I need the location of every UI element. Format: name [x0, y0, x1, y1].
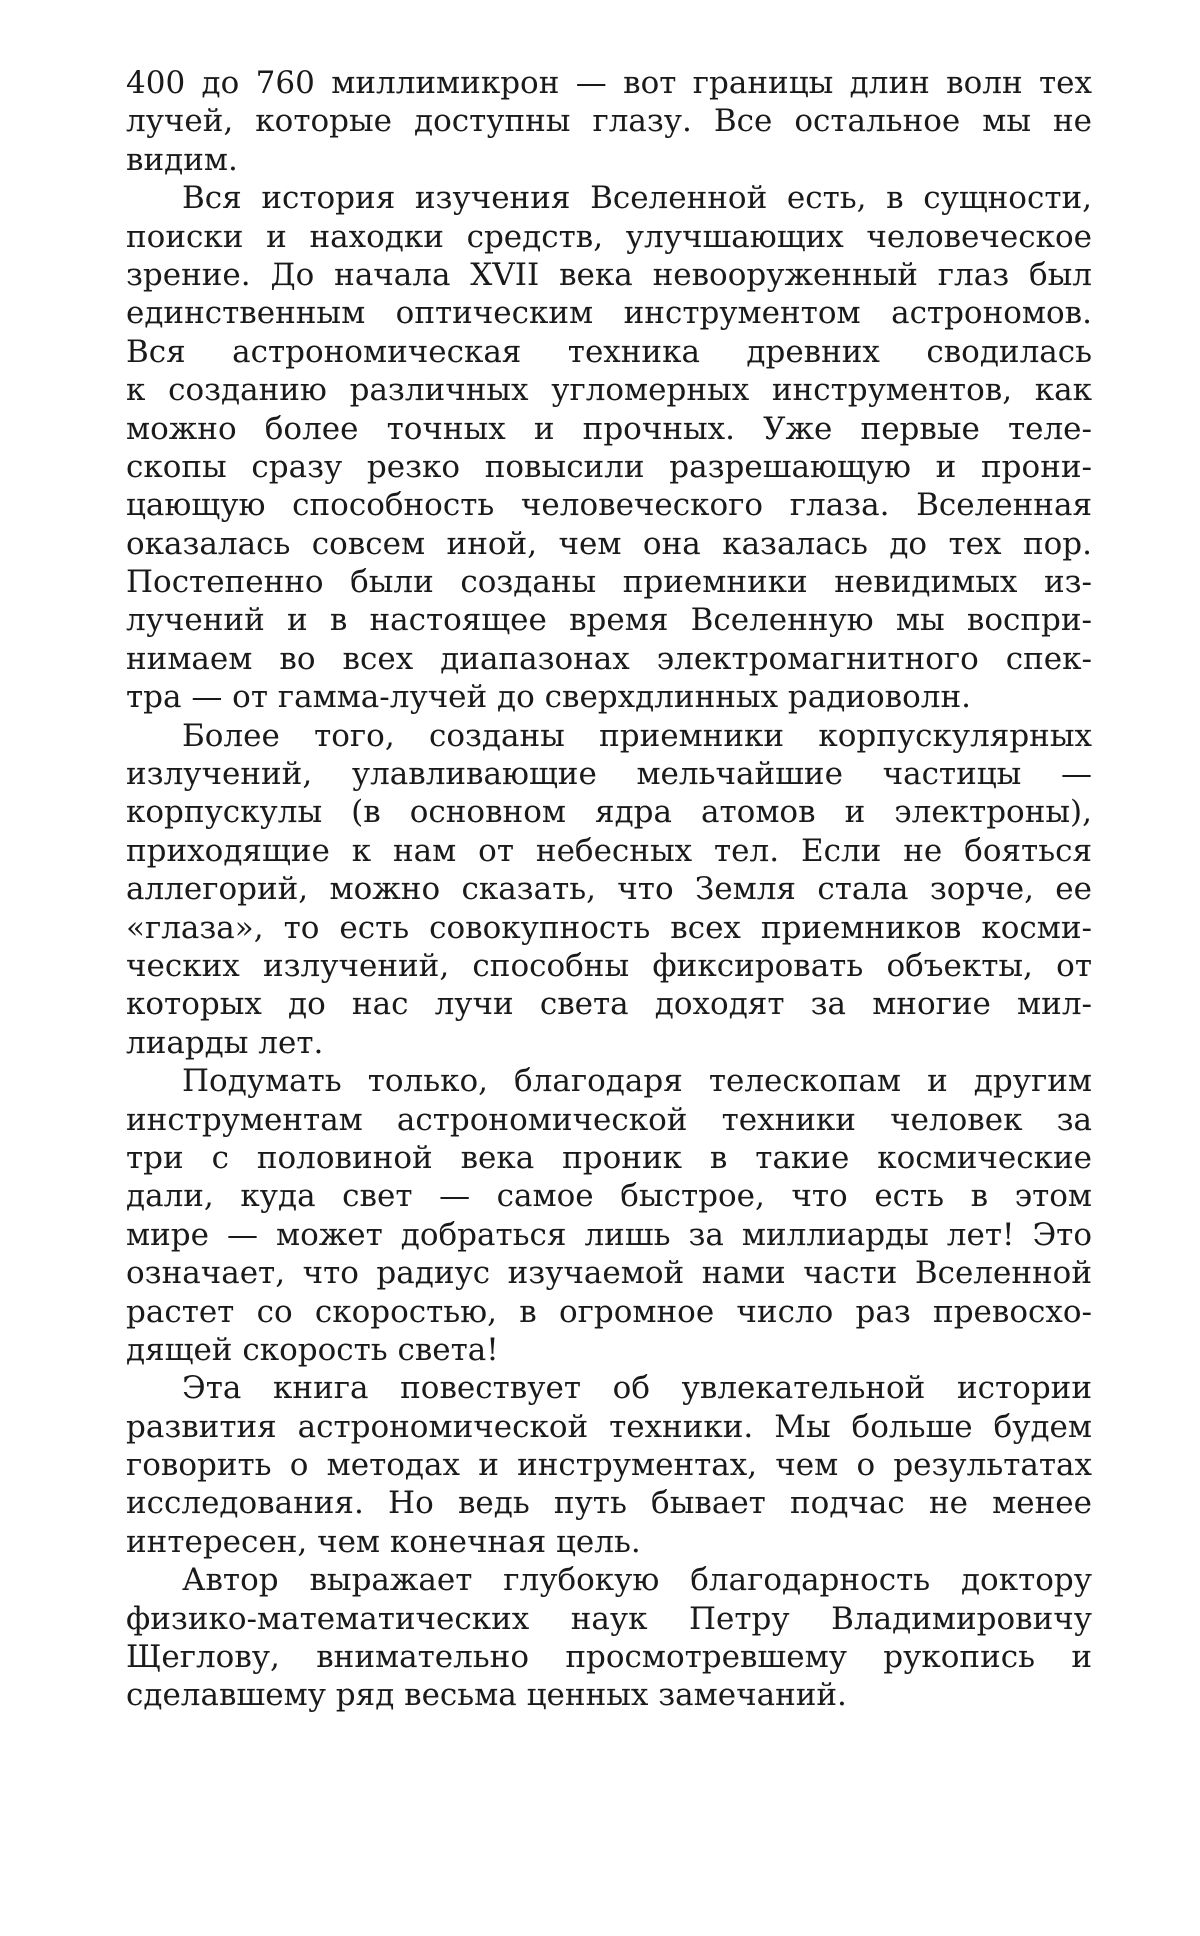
- text-line: сделавшему ряд весьма ценных замечаний.: [126, 1677, 847, 1714]
- text-line: лучений и в настоящее время Вселенную мы воспри-: [126, 602, 1092, 639]
- text-line: поиски и находки средств, улучшающих человеческое: [126, 218, 1092, 255]
- text-line: единственным оптическим инструментом астрономов.: [126, 295, 1092, 332]
- text-line: можно более точных и прочных. Уже первые теле-: [126, 410, 1092, 447]
- text-line: видим.: [126, 141, 238, 178]
- text-line: Постепенно были созданы приемники невидимых из-: [126, 564, 1092, 601]
- text-line: ческих излучений, способны фиксировать объекты, от: [126, 947, 1092, 984]
- text-line: растет со скоростью, в огромное число раз превосхо-: [126, 1293, 1092, 1330]
- text-line: физико-математических наук Петру Владимировичу: [126, 1600, 1092, 1637]
- text-line: исследования. Но ведь путь бывает подчас не менее: [126, 1485, 1092, 1522]
- text-line: «глаза», то есть совокупность всех приемников косми-: [126, 909, 1092, 946]
- paragraph: [126, 1062, 1092, 1369]
- paragraph: [126, 179, 1092, 716]
- text-line: Щеглову, внимательно просмотревшему рукопись и: [126, 1639, 1092, 1676]
- text-line: дали, куда свет — самое быстрое, что есть в этом: [126, 1178, 1092, 1215]
- text-line: Вся история изучения Вселенной есть, в сущности,: [182, 180, 1092, 217]
- text-line: лиарды лет.: [126, 1024, 324, 1061]
- text-line: Вся астрономическая техника древних сводилась: [126, 333, 1092, 370]
- text-line: которых до нас лучи света доходят за многие мил-: [126, 986, 1092, 1023]
- text-line: излучений, улавливающие мельчайшие частицы —: [126, 756, 1092, 793]
- paragraph: [126, 1561, 1092, 1715]
- text-line: развития астрономической техники. Мы больше будем: [126, 1408, 1092, 1445]
- text-line: цающую способность человеческого глаза. Вселенная: [126, 487, 1092, 524]
- text-line: приходящие к нам от небесных тел. Если не бояться: [126, 832, 1092, 869]
- text-line: нимаем во всех диапазонах электромагнитного спек-: [126, 640, 1092, 677]
- text-line: зрение. До начала XVII века невооруженный глаз был: [126, 256, 1092, 293]
- text-line: дящей скорость света!: [126, 1331, 499, 1368]
- paragraph: [126, 64, 1092, 179]
- text-line: корпускулы (в основном ядра атомов и электроны),: [126, 794, 1092, 831]
- text-line: Эта книга повествует об увлекательной истории: [182, 1370, 1092, 1407]
- text-line: три с половиной века проник в такие космические: [126, 1139, 1092, 1176]
- text-line: Автор выражает глубокую благодарность доктору: [182, 1562, 1092, 1599]
- text-line: 400 до 760 миллимикрон — вот границы длин волн тех: [126, 65, 1092, 101]
- text-line: лучей, которые доступны глазу. Все остальное мы не: [126, 103, 1092, 140]
- text-line: оказалась совсем иной, чем она казалась до тех пор.: [126, 525, 1092, 562]
- text-line: означает, что радиус изучаемой нами части Вселенной: [126, 1255, 1092, 1292]
- text-line: говорить о методах и инструментах, чем о результатах: [126, 1447, 1092, 1484]
- body-text: [126, 64, 1092, 1715]
- text-line: аллегорий, можно сказать, что Земля стала зорче, ее: [126, 871, 1092, 908]
- paragraph: [126, 717, 1092, 1063]
- text-line: скопы сразу резко повысили разрешающую и прони-: [126, 448, 1092, 485]
- text-line: интересен, чем конечная цель.: [126, 1523, 641, 1560]
- text-line: тра — от гамма-лучей до сверхдлинных радиоволн.: [126, 679, 971, 716]
- text-line: инструментам астрономической техники человек за: [126, 1101, 1092, 1138]
- text-line: Подумать только, благодаря телескопам и другим: [182, 1063, 1092, 1100]
- paragraph: [126, 1369, 1092, 1561]
- text-line: мире — может добраться лишь за миллиарды лет! Это: [126, 1216, 1092, 1253]
- text-line: к созданию различных угломерных инструментов, как: [126, 372, 1092, 409]
- text-line: Более того, созданы приемники корпускулярных: [182, 717, 1092, 754]
